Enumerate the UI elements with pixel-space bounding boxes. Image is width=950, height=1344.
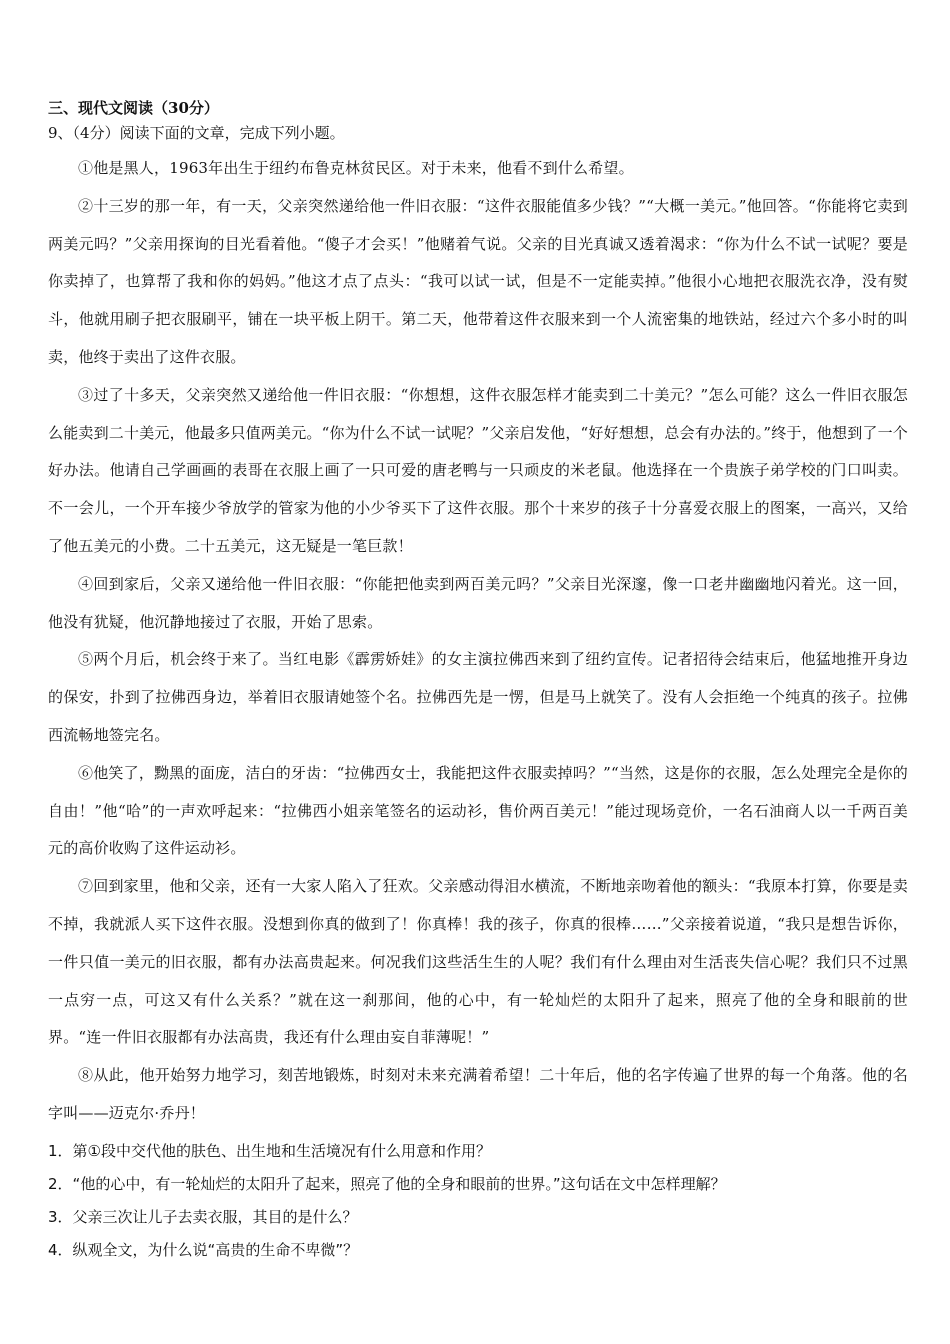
paragraph-1: ①他是黑人，1963年出生于纽约布鲁克林贫民区。对于未来，他看不到什么希望。 (78, 159, 634, 177)
sub-question-3: 3．父亲三次让儿子去卖衣服，其目的是什么？ (48, 1207, 358, 1226)
paragraph-6: ⑥他笑了，黝黑的面庞，洁白的牙齿：“拉佛西女士，我能把这件衣服卖掉吗？”“当然，这是你的衣服，怎么处理完全是你的自由！”他“哈”的一声欢呼起来：“拉佛西小姐亲笔签名的运动衫，售价两百美元！”能过现场竞价，一名石油商人以一千两百美元的高价收购了这件运动衫。 (48, 763, 908, 858)
paragraph-2: ②十三岁的那一年，有一天，父亲突然递给他一件旧衣服：“这件衣服能值多少钱？”“大概一美元。”他回答。“你能将它卖到两美元吗？”父亲用探询的目光看着他。“傻子才会买！”他赌着气说。父亲的目光真诚又透着渴求：“你为什么不试一试呢？要是你卖掉了，也算帮了我和你的妈妈。”他这才点了点头：“我可以试一试，但是不一定能卖掉。”他很小心地把衣服洗衣净，没有熨斗，他就用刷子把衣服刷平，铺在一块平板上阴干。第二天，他带着这件衣服来到一个人流密集的地铁站，经过六个多小时的叫卖，他终于卖出了这件衣服。 (48, 196, 908, 366)
paragraph-5: ⑤两个月后，机会终于来了。当红电影《霹雳娇娃》的女主演拉佛西来到了纽约宣传。记者招待会结束后，他猛地推开身边的保安，扑到了拉佛西身边，举着旧衣服请她签个名。拉佛西先是一愣，但是马上就笑了。没有人会拒绝一个纯真的孩子。拉佛西流畅地签完名。 (48, 650, 908, 744)
paragraph-3: ③过了十多天，父亲突然又递给他一件旧衣服：“你想想，这件衣服怎样才能卖到二十美元？”怎么可能？这么一件旧衣服怎么能卖到二十美元，他最多只值两美元。“你为什么不试一试呢？”父亲启发他，“好好想想，总会有办法的。”终于，他想到了一个好办法。他请自己学画画的表哥在衣服上画了一只可爱的唐老鸭与一只顽皮的米老鼠。他选择在一个贵族子弟学校的门口叫卖。不一会儿，一个开车接少爷放学的管家为他的小少爷买下了这件衣服。那个十来岁的孩子十分喜爱衣服上的图案，一高兴，又给了他五美元的小费。二十五美元，这无疑是一笔巨款！ (48, 385, 908, 555)
document-page (48, 96, 908, 1267)
question-heading: 9、（4分）阅读下面的文章，完成下列小题。 (48, 124, 345, 142)
paragraph-7: ⑦回到家里，他和父亲，还有一大家人陷入了狂欢。父亲感动得泪水横流，不断地亲吻着他的额头：“我原本打算，你要是卖不掉，我就派人买下这件衣服。没想到你真的做到了！你真棒！我的孩子，你真的很棒……”父亲接着说道，“我只是想告诉你，一件只值一美元的旧衣服，都有办法高贵起来。何况我们这些活生生的人呢？我们有什么理由对生活丧失信心呢？我们只不过黑一点穷一点，可这又有什么关系？”就在这一刹那间，他的心中，有一轮灿烂的太阳升了起来，照亮了他的全身和眼前的世界。“连一件旧衣服都有办法高贵，我还有什么理由妄自菲薄呢！” (48, 877, 908, 1047)
sub-question-2: 2．“他的心中，有一轮灿烂的太阳升了起来，照亮了他的全身和眼前的世界。”这句话在文中怎样理解？ (48, 1174, 726, 1193)
article-body (48, 150, 908, 1133)
sub-question-1: 1．第①段中交代他的肤色、出生地和生活境况有什么用意和作用？ (48, 1141, 491, 1160)
sub-question-list (48, 1135, 908, 1267)
section-title: 三、现代文阅读（30分） (48, 99, 219, 117)
paragraph-8: ⑧从此，他开始努力地学习，刻苦地锻炼，时刻对未来充满着希望！二十年后，他的名字传遍了世界的每一个角落。他的名字叫——迈克尔·乔丹！ (48, 1066, 908, 1122)
paragraph-4: ④回到家后，父亲又递给他一件旧衣服：“你能把他卖到两百美元吗？”父亲目光深邃，像一口老井幽幽地闪着光。这一回，他没有犹疑，他沉静地接过了衣服，开始了思索。 (48, 574, 908, 631)
sub-question-4: 4．纵观全文，为什么说“高贵的生命不卑微”？ (48, 1240, 359, 1259)
